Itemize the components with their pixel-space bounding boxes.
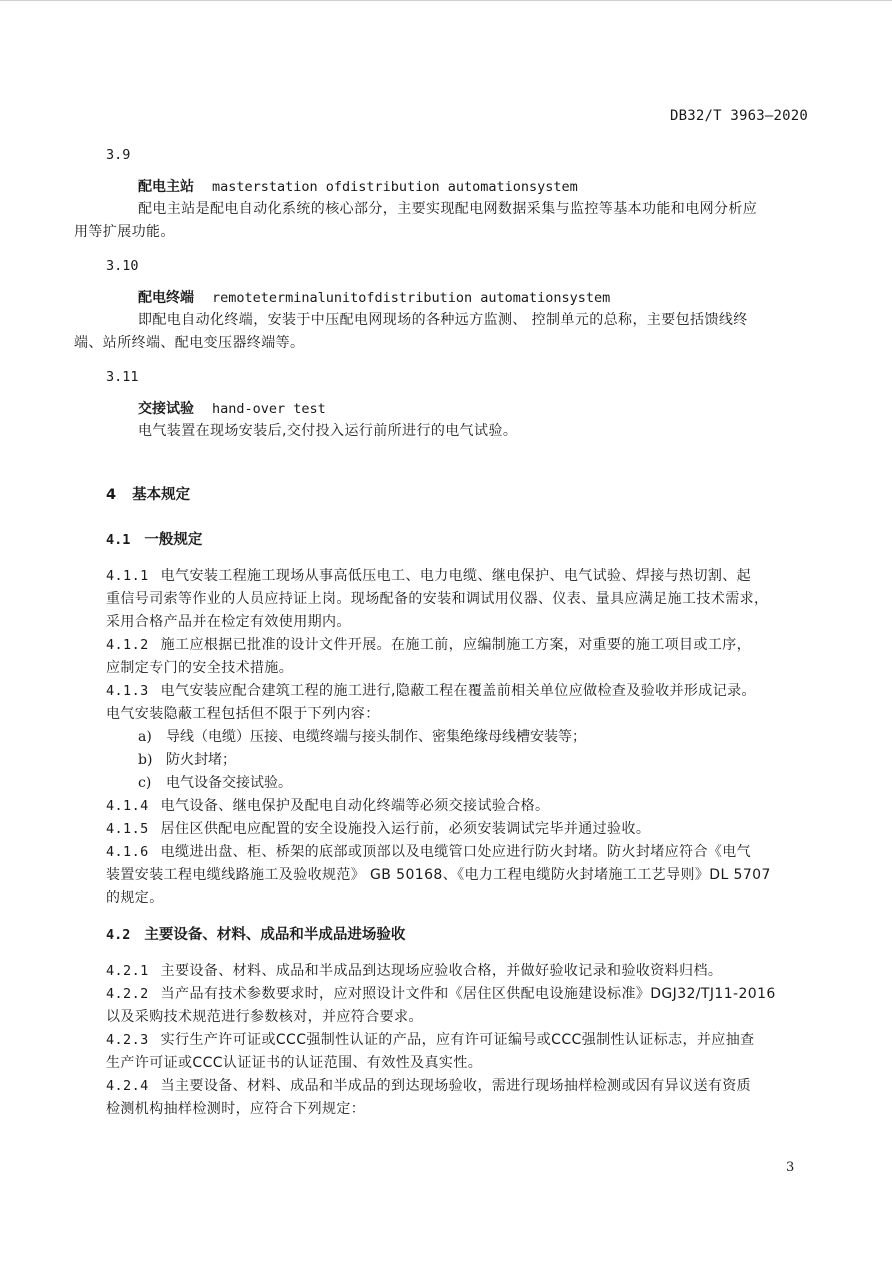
clause-line: 的规定。 [106, 890, 164, 906]
term-heading [138, 176, 809, 198]
term-number: 3.10 [106, 258, 139, 274]
subsection-number: 4.2 [106, 927, 131, 943]
term-chinese: 配电主站 [138, 179, 194, 195]
clause-line: 居住区供配电应配置的安全设施投入运行前，必须安装调试完毕并通过验收。 [160, 821, 651, 837]
clause-line: 应制定专门的安全技术措施。 [106, 660, 294, 676]
clause-4-2-1 [106, 960, 809, 983]
subsection-heading-4-2 [106, 924, 809, 946]
clause-number: 4.2.2 [106, 986, 149, 1002]
clause-number: 4.1.2 [106, 637, 149, 653]
clause-number: 4.1.3 [106, 683, 149, 699]
clause-4-2-3 [106, 1029, 809, 1075]
clause-line: 电气安装工程施工现场从事高低压电工、电力电缆、继电保护、电气试验、焊接与热切割、起 [160, 568, 752, 584]
subsection-number: 4.1 [106, 532, 131, 548]
item-label: a) [138, 729, 152, 745]
term-english: masterstation ofdistribution automationsystem [212, 179, 578, 195]
list-item-a [138, 726, 809, 749]
clause-line: 实行生产许可证或CCC强制性认证的产品，应有许可证编号或CCC强制性认证标志，并应抽查 [160, 1032, 755, 1048]
term-english: hand-over test [212, 401, 326, 417]
term-entry-3-9 [74, 144, 809, 244]
definition-line: 电气装置在现场安装后,交付投入运行前所进行的电气试验。 [138, 423, 518, 439]
clause-number: 4.2.3 [106, 1032, 149, 1048]
clause-4-2-4 [106, 1075, 809, 1121]
term-number: 3.9 [106, 147, 131, 163]
term-number: 3.11 [106, 369, 139, 385]
term-definition [74, 198, 809, 244]
definition-line: 端、站所终端、配电变压器终端等。 [74, 335, 305, 351]
clause-line: 检测机构抽样检测时，应符合下列规定： [106, 1101, 366, 1117]
page-number: 3 [786, 1160, 795, 1175]
term-heading [138, 287, 809, 309]
term-heading [138, 398, 809, 420]
clause-line: 电气设备、继电保护及配电自动化终端等必须交接试验合格。 [160, 798, 550, 814]
section-heading-4 [106, 484, 809, 506]
clause-number: 4.2.1 [106, 963, 149, 979]
section-title: 基本规定 [132, 487, 191, 503]
clause-line: 当主要设备、材料、成品和半成品的到达现场验收，需进行现场抽样检测或因有异议送有资质 [160, 1078, 752, 1094]
definition-line: 配电主站是配电自动化系统的核心部分，主要实现配电网数据采集与监控等基本功能和电网分析应 [138, 201, 758, 217]
clause-line: 生产许可证或CCC认证证书的认证范围、有效性及真实性。 [106, 1055, 483, 1071]
clause-number: 4.2.4 [106, 1078, 149, 1094]
clause-list-4-2 [106, 960, 809, 1121]
clause-list-4-1 [106, 565, 809, 910]
clause-4-1-5 [106, 818, 809, 841]
item-label: c) [138, 775, 152, 791]
clause-4-1-1 [106, 565, 809, 634]
document-code: DB32/T 3963—2020 [669, 108, 808, 124]
clause-4-2-2 [106, 983, 809, 1029]
term-definition [106, 420, 809, 443]
term-english: remoteterminalunitofdistribution automationsystem [212, 290, 611, 306]
section-number: 4 [106, 487, 117, 503]
item-label: b) [138, 752, 153, 768]
clause-line: 电气安装应配合建筑工程的施工进行,隐蔽工程在覆盖前相关单位应做检查及验收并形成记录。 [160, 683, 756, 699]
clause-line: 采用合格产品并在检定有效使用期内。 [106, 614, 351, 630]
clause-4-1-3 [106, 680, 809, 726]
clause-4-1-6 [106, 841, 809, 910]
item-text: 电气设备交接试验。 [166, 775, 292, 791]
clause-line: 电气安装隐蔽工程包括但不限于下列内容： [106, 706, 380, 722]
item-text: 导线（电缆）压接、电缆终端与接头制作、密集绝缘母线槽安装等； [166, 729, 586, 745]
page-content [74, 144, 809, 1121]
subsection-title: 一般规定 [144, 532, 203, 548]
list-item-b [138, 749, 809, 772]
list-item-c [138, 772, 809, 795]
clause-4-1-4 [106, 795, 809, 818]
definition-line: 即配电自动化终端，安装于中压配电网现场的各种远方监测、 控制单元的总称，主要包括馈线终 [138, 312, 748, 328]
clause-line: 施工应根据已批准的设计文件开展。在施工前，应编制施工方案，对重要的施工项目或工序， [160, 637, 752, 653]
clause-line: 电缆进出盘、柜、桥架的底部或顶部以及电缆管口处应进行防火封堵。防火封堵应符合《电气 [160, 844, 752, 860]
clause-number: 4.1.5 [106, 821, 149, 837]
clause-number: 4.1.1 [106, 568, 149, 584]
subsection-heading-4-1 [106, 529, 809, 551]
clause-line: 重信号司索等作业的人员应持证上岗。现场配备的安装和调试用仪器、仪表、量具应满足施工技术需求， [106, 591, 769, 607]
term-chinese: 交接试验 [138, 401, 194, 417]
item-text: 防火封堵； [166, 752, 236, 768]
top-rule [0, 0, 892, 1]
clause-line: 装置安装工程电缆线路施工及验收规范》 GB 50168、《电力工程电缆防火封堵施工工艺导则》DL 5707 [106, 867, 771, 883]
definition-line: 用等扩展功能。 [74, 224, 175, 240]
term-definition [74, 309, 809, 355]
term-entry-3-11 [106, 366, 809, 443]
clause-line: 以及采购技术规范进行参数核对，并应符合要求。 [106, 1009, 423, 1025]
subsection-title: 主要设备、材料、成品和半成品进场验收 [144, 927, 406, 943]
clause-number: 4.1.4 [106, 798, 149, 814]
clause-line: 当产品有技术参数要求时，应对照设计文件和《居住区供配电设施建设标准》DGJ32/TJ11-2016 [160, 986, 776, 1002]
clause-4-1-2 [106, 634, 809, 680]
term-entry-3-10 [74, 255, 809, 355]
clause-line: 主要设备、材料、成品和半成品到达现场应验收合格，并做好验收记录和验收资料归档。 [160, 963, 723, 979]
term-chinese: 配电终端 [138, 290, 194, 306]
clause-number: 4.1.6 [106, 844, 149, 860]
